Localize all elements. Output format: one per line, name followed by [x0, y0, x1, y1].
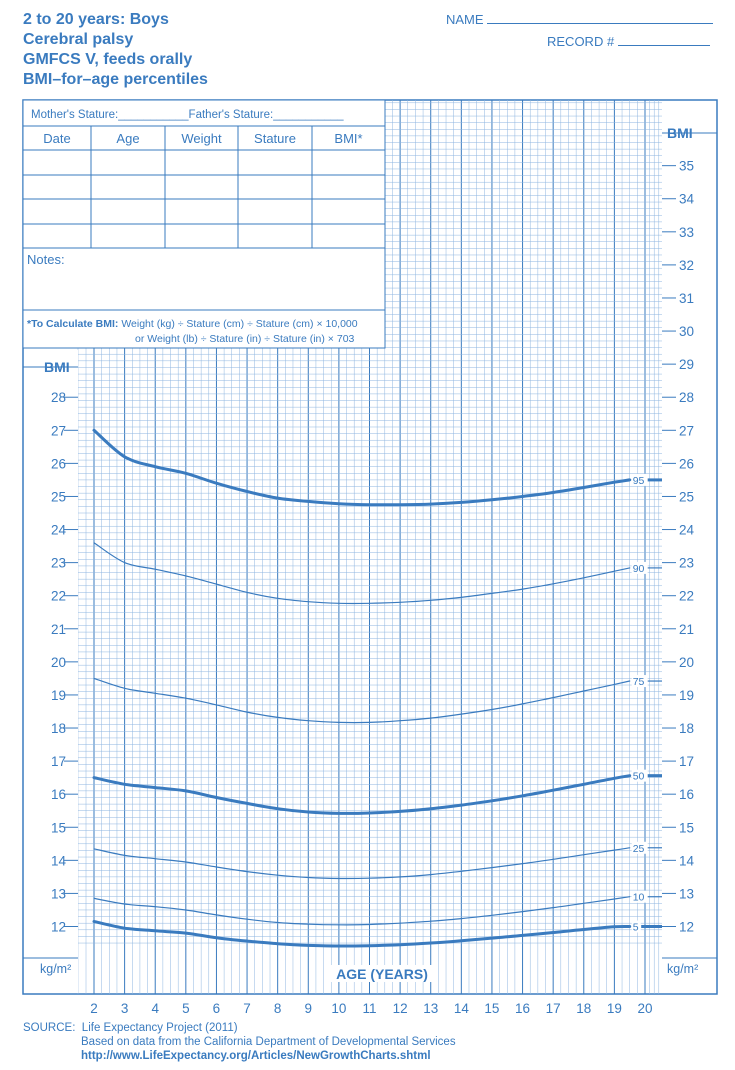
x-tick-label: 3: [120, 1001, 129, 1016]
record-col-header: Age: [116, 131, 140, 146]
y-tick-label-left: 22: [50, 588, 66, 604]
y-tick-label-left: 16: [50, 787, 66, 803]
x-tick-label: 8: [273, 1001, 282, 1016]
source-line2: Based on data from the California Department of Developmental Services: [81, 1036, 456, 1048]
percentile-label-95: 95: [632, 474, 645, 487]
y-tick-label-left: 28: [50, 390, 66, 406]
mother-stature-label: Mother's Stature:___________Father's Stature:___________: [31, 109, 344, 121]
y-tick-label-left: 17: [50, 754, 66, 770]
title-line: 2 to 20 years: Boys: [23, 11, 169, 28]
x-tick-label: 13: [423, 1001, 439, 1016]
x-tick-label: 10: [331, 1001, 347, 1016]
y-tick-label-left: 13: [50, 886, 66, 902]
percentile-label-90: 90: [632, 562, 645, 575]
y-tick-label-left: 12: [50, 919, 66, 935]
percentile-label-50: 50: [632, 770, 645, 783]
y-tick-label-right: 30: [678, 324, 694, 340]
y-tick-label-left: 25: [50, 489, 66, 505]
x-tick-label: 7: [243, 1001, 251, 1016]
y-tick-label-left: 15: [50, 820, 66, 836]
percentile-label-10: 10: [632, 891, 645, 904]
y-tick-label-right: 13: [678, 886, 694, 902]
y-tick-label-right: 17: [678, 754, 694, 770]
ylabel-right: BMI: [667, 125, 693, 141]
y-tick-label-right: 18: [678, 721, 694, 737]
y-tick-label-left: 18: [50, 721, 66, 737]
y-tick-label-right: 22: [678, 588, 694, 604]
x-tick-label: 12: [392, 1001, 408, 1016]
y-tick-label-right: 19: [678, 687, 694, 703]
percentile-label-5: 5: [632, 921, 639, 934]
x-tick-label: 9: [304, 1001, 313, 1016]
y-tick-label-left: 27: [50, 423, 66, 439]
record-col-header: BMI*: [334, 131, 363, 146]
record-col-header: Stature: [254, 131, 296, 146]
percentile-label-25: 25: [632, 842, 645, 855]
y-tick-label-right: 23: [678, 555, 694, 571]
x-tick-label: 11: [362, 1001, 377, 1016]
notes-label: Notes:: [27, 252, 65, 267]
x-tick-label: 15: [484, 1001, 500, 1016]
x-tick-label: 2: [90, 1001, 98, 1016]
bmi-calc-note: *To Calculate BMI: Weight (kg) ÷ Stature (cm) ÷ Stature (cm) × 10,000: [27, 318, 358, 330]
y-tick-label-right: 24: [678, 522, 694, 538]
y-unit-right: kg/m²: [667, 962, 699, 976]
y-tick-label-left: 24: [50, 522, 66, 538]
source-url[interactable]: http://www.LifeExpectancy.org/Articles/NewGrowthCharts.shtml: [81, 1050, 431, 1062]
y-tick-label-right: 29: [678, 357, 694, 373]
title-line: Cerebral palsy: [23, 31, 134, 48]
x-tick-label: 14: [453, 1001, 469, 1016]
y-tick-label-left: 23: [50, 555, 66, 571]
y-tick-label-left: 14: [50, 853, 66, 869]
y-tick-label-right: 32: [678, 257, 694, 273]
y-tick-label-right: 33: [678, 224, 694, 240]
bmi-calc-note-2: or Weight (lb) ÷ Stature (in) ÷ Stature (in) × 703: [135, 333, 355, 345]
source-note: [23, 1021, 456, 1063]
xlabel: AGE (YEARS): [336, 966, 428, 982]
record-col-header: Weight: [181, 131, 222, 146]
y-unit-left: kg/m²: [40, 962, 72, 976]
y-tick-label-left: 19: [50, 687, 66, 703]
y-tick-label-right: 31: [678, 290, 694, 306]
title-line: GMFCS V, feeds orally: [23, 51, 193, 68]
y-tick-label-right: 20: [678, 654, 694, 670]
y-tick-label-right: 16: [678, 787, 694, 803]
record-label: RECORD #: [547, 34, 615, 49]
percentile-label-75: 75: [632, 676, 645, 689]
x-tick-label: 20: [637, 1001, 653, 1016]
x-tick-label: 17: [545, 1001, 561, 1016]
y-tick-label-right: 14: [678, 853, 694, 869]
y-tick-label-right: 27: [678, 423, 694, 439]
y-tick-label-right: 35: [678, 158, 694, 174]
x-tick-label: 4: [151, 1001, 159, 1016]
y-tick-label-right: 25: [678, 489, 694, 505]
y-tick-label-right: 28: [678, 390, 694, 406]
x-tick-label: 19: [606, 1001, 622, 1016]
ylabel-left: BMI: [44, 359, 70, 375]
x-tick-label: 16: [515, 1001, 531, 1016]
source-label: SOURCE:: [23, 1022, 76, 1034]
name-label: NAME: [446, 12, 484, 27]
y-tick-label-right: 34: [678, 191, 694, 207]
title-line: BMI–for–age percentiles: [23, 71, 208, 88]
y-tick-label-right: 26: [678, 456, 694, 472]
y-tick-label-right: 15: [678, 820, 694, 836]
x-tick-label: 18: [576, 1001, 592, 1016]
y-tick-label-left: 20: [50, 654, 66, 670]
y-tick-label-left: 26: [50, 456, 66, 472]
source-line1: Life Expectancy Project (2011): [81, 1022, 238, 1034]
y-tick-label-left: 21: [50, 621, 66, 637]
x-tick-label: 6: [212, 1001, 221, 1016]
x-tick-label: 5: [182, 1001, 190, 1016]
record-col-header: Date: [43, 131, 71, 146]
y-tick-label-right: 12: [678, 919, 694, 935]
y-tick-label-right: 21: [678, 621, 694, 637]
